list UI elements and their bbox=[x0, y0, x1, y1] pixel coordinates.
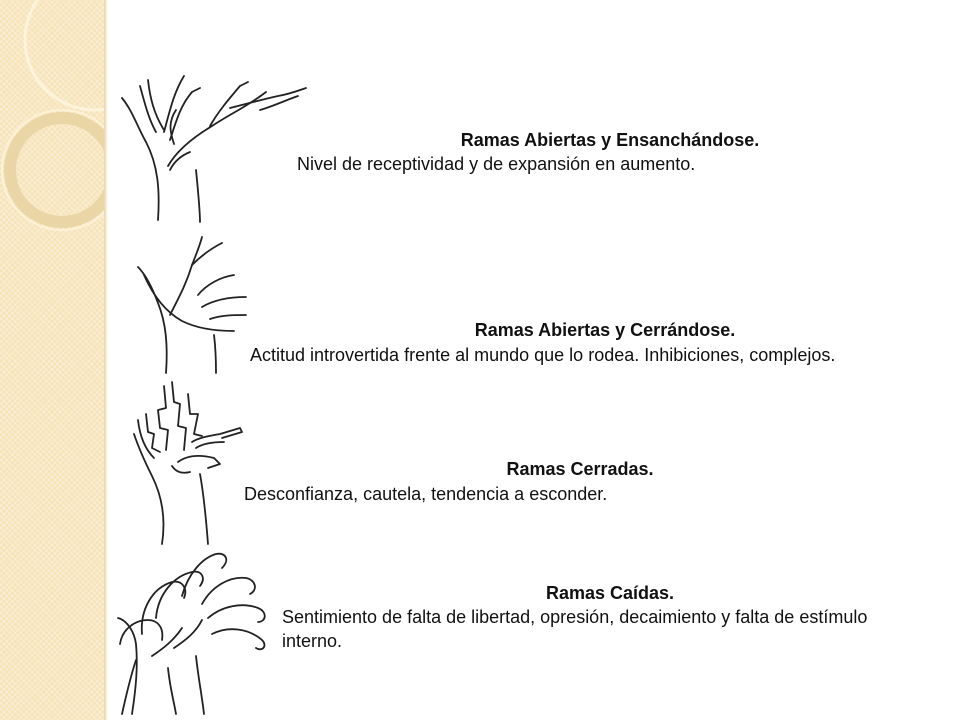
tree-drooping-branches-icon bbox=[112, 548, 282, 716]
item-open-closing bbox=[395, 318, 815, 342]
tree-open-closing-icon bbox=[130, 235, 260, 375]
panel-divider bbox=[104, 0, 108, 720]
item-description: Actitud introvertida frente al mundo que lo rodea. Inhibiciones, complejos. bbox=[250, 345, 836, 365]
decorative-rings bbox=[0, 0, 104, 720]
item-closed-desc-row bbox=[244, 482, 744, 506]
item-description: Sentimiento de falta de libertad, opresión, decaimiento y falta de estímulo interno. bbox=[282, 607, 868, 651]
item-title: Ramas Cerradas. bbox=[506, 459, 654, 479]
item-title: Ramas Caídas. bbox=[545, 583, 675, 603]
item-open-closing-desc-row bbox=[250, 343, 910, 367]
item-drooping-desc-row bbox=[282, 605, 922, 653]
item-title: Ramas Abiertas y Cerrándose. bbox=[474, 320, 736, 340]
item-open-expanding-desc-row bbox=[297, 152, 777, 176]
item-description: Nivel de receptividad y de expansión en aumento. bbox=[297, 154, 696, 174]
item-title: Ramas Abiertas y Ensanchándose. bbox=[460, 130, 760, 150]
item-drooping bbox=[510, 581, 710, 605]
item-description: Desconfianza, cautela, tendencia a esconder. bbox=[244, 484, 608, 504]
item-open-expanding bbox=[420, 128, 800, 152]
decorative-side-panel bbox=[0, 0, 104, 720]
tree-closed-branches-icon bbox=[128, 378, 248, 546]
tree-open-expanding-icon bbox=[110, 70, 310, 230]
item-closed bbox=[470, 457, 690, 481]
